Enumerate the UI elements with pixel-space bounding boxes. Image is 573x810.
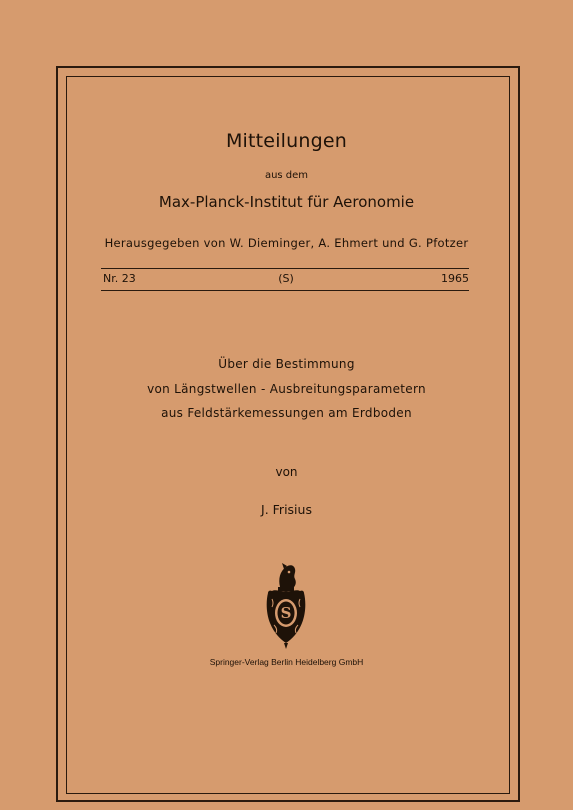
editors-line: Herausgegeben von W. Dieminger, A. Ehmert und G. Pfotzer [104, 236, 469, 250]
institute-name: Max-Planck-Institut für Aeronomie [158, 193, 415, 211]
work-title-line-1: Über die Bestimmung [218, 357, 355, 371]
inner-border [66, 76, 510, 794]
series-subtitle: aus dem [264, 170, 309, 181]
series-year: 1965 [441, 272, 469, 285]
series-info-row [103, 272, 469, 288]
work-title-line-3: aus Feldstärkemessungen am Erdboden [161, 406, 412, 420]
publisher-name: Springer-Verlag Berlin Heidelberg GmbH [209, 657, 364, 667]
by-label: von [275, 465, 298, 479]
bottom-rule [101, 290, 469, 291]
springer-knight-logo-icon [262, 559, 310, 651]
series-title: Mitteilungen [225, 130, 348, 152]
series-code: (S) [278, 272, 294, 285]
work-title-line-2: von Längstwellen - Ausbreitungsparametern [147, 382, 426, 396]
series-number: Nr. 23 [103, 272, 136, 285]
author-name: J. Frisius [261, 502, 312, 517]
svg-text:S: S [280, 604, 292, 622]
top-rule [101, 268, 469, 269]
